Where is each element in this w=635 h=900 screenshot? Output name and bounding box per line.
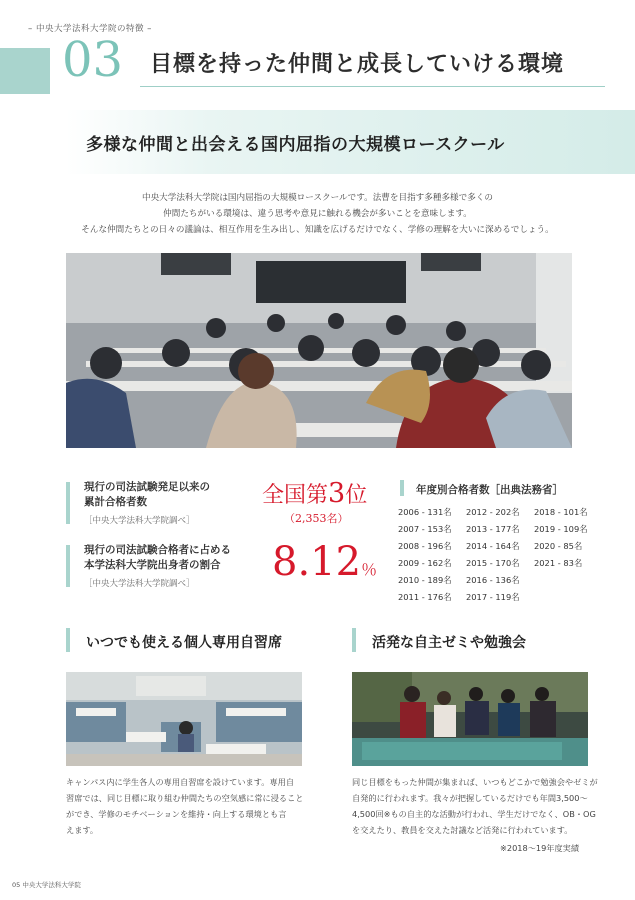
rank-number: 3: [328, 478, 346, 509]
body-line: えます。: [66, 825, 99, 835]
study-room-photo: [66, 672, 302, 766]
year-entry: 2013 - 177名: [466, 524, 520, 534]
yearly-list: [398, 506, 594, 603]
year-entry: [534, 574, 594, 586]
rank-prefix: 全国第: [262, 483, 329, 508]
stat-label-line: 現行の司法試験発足以来の: [84, 481, 210, 493]
number-accent-band: [0, 48, 50, 94]
year-entry: 2020 - 85名: [534, 541, 583, 551]
yearly-accent-bar: [400, 480, 404, 496]
body-line: 同じ目標をもった仲間が集まれば、いつもどこかで勉強会やゼミが: [352, 777, 598, 787]
section-kicker: – 中央大学法科大学院の特徴 –: [28, 24, 152, 34]
national-rank-value: [262, 480, 367, 507]
cumulative-count: （2,353名）: [284, 512, 349, 525]
rank-suffix: 位: [345, 483, 368, 508]
year-entry: 2012 - 202名: [466, 507, 520, 517]
body-line: ができ、学修のモチベーションを維持・向上する環境とも言: [66, 809, 287, 819]
study-seat-title: いつでも使える個人専用自習席: [86, 635, 282, 651]
stat-source: ［中央大学法科大学院調べ］: [84, 516, 195, 526]
study-group-title: 活発な自主ゼミや勉強会: [372, 635, 526, 651]
stat-accent-bar: [66, 545, 70, 587]
year-entry: 2021 - 83名: [534, 558, 583, 568]
year-entry: 2008 - 196名: [398, 541, 452, 551]
intro-line: 仲間たちがいる環境は、違う思考や意見に触れる機会が多いことを意味します。: [163, 209, 472, 219]
study-group-photo: [352, 672, 588, 766]
page-footer: 05 中央大学法科大学院: [12, 881, 81, 889]
year-entry: 2006 - 131名: [398, 507, 452, 517]
stat-label-line: 累計合格者数: [84, 496, 147, 508]
body-line: キャンパス内に学生各人の専用自習席を設けています。専用自: [66, 777, 295, 787]
year-entry: 2009 - 162名: [398, 558, 452, 568]
footnote: ※2018～19年度実績: [500, 843, 580, 853]
stat-label-line: 現行の司法試験合格者に占める: [84, 544, 231, 556]
classroom-photo: [66, 253, 572, 448]
stat-label-line: 本学法科大学院出身者の割合: [84, 559, 221, 571]
year-entry: 2018 - 101名: [534, 507, 588, 517]
stat-ratio-label: [84, 543, 231, 589]
body-line: 4,500回※もの自主的な活動が行われ、学生だけでなく、OB・OG: [352, 809, 596, 819]
intro-paragraph: [40, 190, 595, 238]
year-entry: 2015 - 170名: [466, 558, 520, 568]
ratio-unit: ％: [361, 560, 378, 579]
study-seat-text: [66, 774, 311, 838]
subtitle: 多様な仲間と出会える国内屈指の大規模ロースクール: [86, 135, 505, 155]
stat-accent-bar: [66, 482, 70, 524]
intro-line: そんな仲間たちとの日々の議論は、相互作用を生み出し、知識を広げるだけでなく、学修の理解を大いに深めるでしょう。: [81, 225, 554, 235]
stat-cumulative-label: [84, 480, 210, 526]
body-line: を交えたり、教員を交えた討議など活発に行われています。: [352, 825, 573, 835]
year-entry: [534, 591, 594, 603]
stat-source: ［中央大学法科大学院調べ］: [84, 579, 195, 589]
year-entry: 2016 - 136名: [466, 575, 520, 585]
page-title: 目標を持った仲間と成長していける環境: [150, 51, 565, 77]
ratio-value: [272, 539, 378, 585]
section-accent-bar: [66, 628, 70, 652]
year-entry: 2010 - 189名: [398, 575, 452, 585]
intro-line: 中央大学法科大学院は国内屈指の大規模ロースクールです。法曹を目指す多種多様で多くの: [141, 193, 494, 203]
body-line: 自発的に行われます。我々が把握しているだけでも年間3,500～: [352, 793, 588, 803]
yearly-title: 年度別合格者数［出典法務省］: [416, 484, 563, 496]
title-rule: [140, 86, 605, 87]
year-entry: 2019 - 109名: [534, 524, 588, 534]
year-entry: 2007 - 153名: [398, 524, 452, 534]
ratio-number: 8.12: [272, 539, 362, 585]
year-entry: 2011 - 176名: [398, 592, 452, 602]
year-entry: 2017 - 119名: [466, 592, 520, 602]
body-line: 習席では、同じ目標に取り組む仲間たちの空気感に常に浸ること: [66, 793, 304, 803]
study-group-text: [352, 774, 607, 838]
section-number: 03: [62, 32, 124, 88]
year-entry: 2014 - 164名: [466, 541, 520, 551]
section-accent-bar: [352, 628, 356, 652]
